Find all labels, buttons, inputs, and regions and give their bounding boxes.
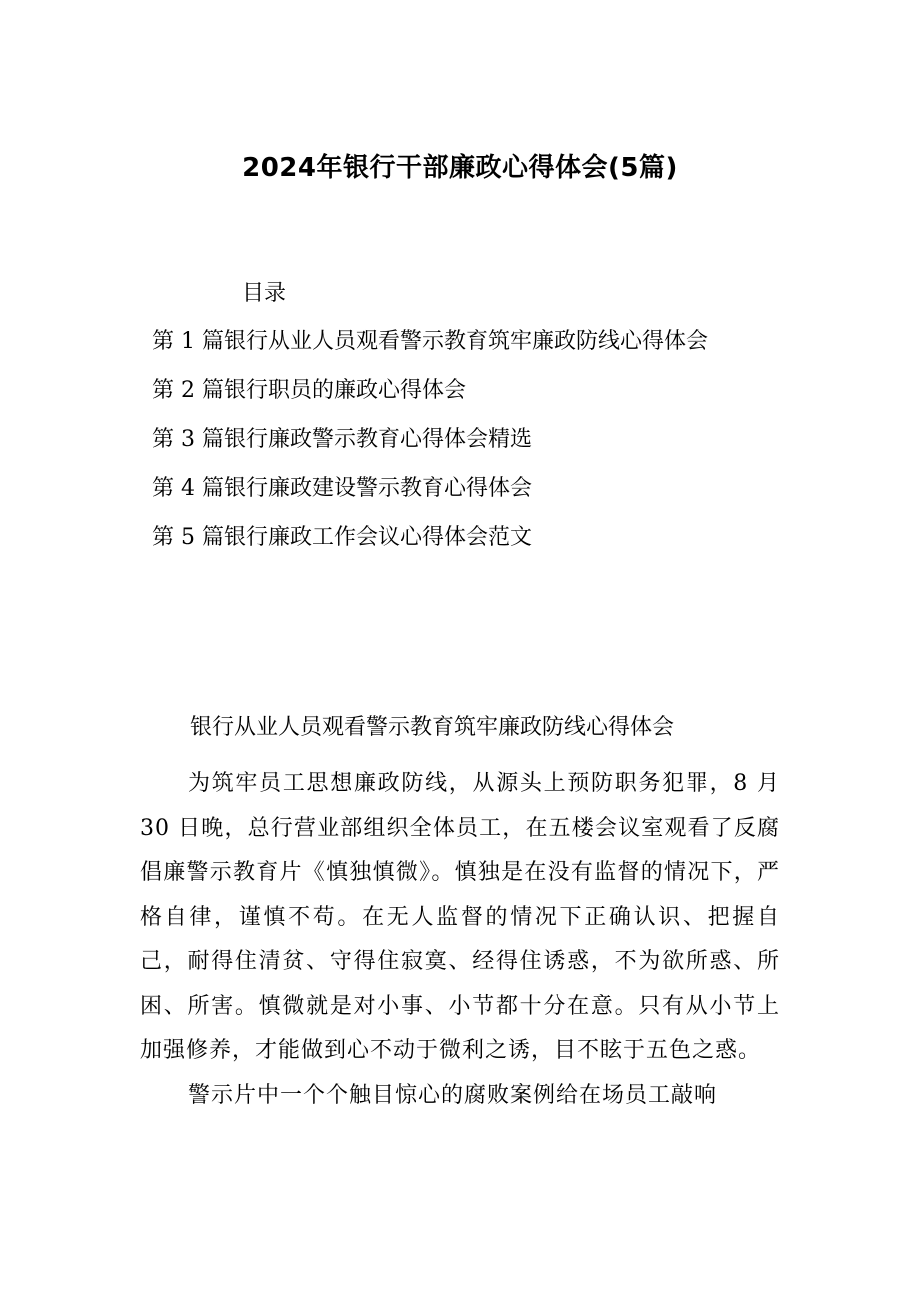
toc-heading: 目录 [242,281,287,306]
article-body [140,762,780,1118]
toc-item: 第 3 篇银行廉政警示教育心得体会精选 [152,427,532,452]
toc-item: 第 1 篇银行从业人员观看警示教育筑牢廉政防线心得体会 [152,329,708,354]
toc-item: 第 5 篇银行廉政工作会议心得体会范文 [152,525,532,550]
toc-item: 第 2 篇银行职员的廉政心得体会 [152,378,466,403]
table-of-contents [152,326,708,571]
toc-item: 第 4 篇银行廉政建设警示教育心得体会 [152,476,532,501]
document-title: 2024年银行干部廉政心得体会(5篇) [242,153,678,183]
article-heading: 银行从业人员观看警示教育筑牢廉政防线心得体会 [190,715,675,740]
body-paragraph: 为筑牢员工思想廉政防线，从源头上预防职务犯罪，8 月 30 日晚，总行营业部组织全体员工，在五楼会议室观看了反腐倡廉警示教育片《慎独慎微》。慎独是在没有监督的情况下，严格自律，谨慎不苟。在无人监督的情况下正确认识、把握自己，耐得住清贫、守得住寂寞、经得住诱惑，不为欲所惑、所困、所害。慎微就是对小事、小节都十分在意。只有从小节上加强修养，才能做到心不动于微利之诱，目不眩于五色之惑。 [140,771,780,1063]
body-paragraph: 警示片中一个个触目惊心的腐败案例给在场员工敲响 [188,1082,718,1108]
